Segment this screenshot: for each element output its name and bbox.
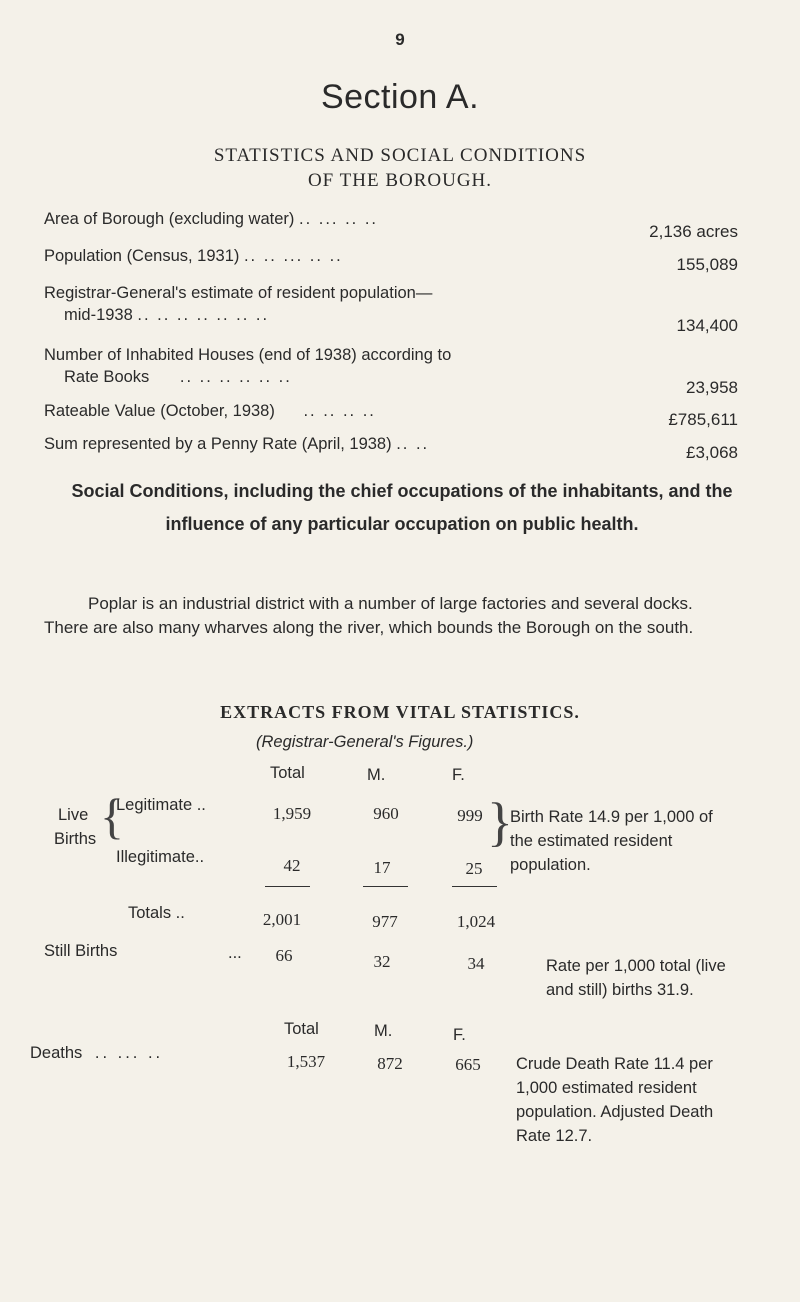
stat-area-label [44,208,378,230]
still-births-label: Still Births [44,942,118,960]
social-conditions-heading: Social Conditions, including the chief occupations of the inhabitants, and the influence of any particular occupation on public health. [71,481,733,534]
leader-dots: .. ... .. .. [298,210,378,228]
vital-statistics-title: EXTRACTS FROM VITAL STATISTICS. [220,702,580,722]
stat-houses-value: 23,958 [686,378,738,397]
stat-label-text: Area of Borough (excluding water) [44,210,295,228]
stat-label-text: Sum represented by a Penny Rate (April, 1938) [44,435,392,453]
leader-dots: .. ... .. [94,1044,164,1062]
stat-area-value: 2,136 acres [649,222,738,241]
live-births-label-line2: Births [54,830,97,848]
stat-estimate-value: 134,400 [676,316,738,335]
leader-dots: .. .. .. .. .. .. .. [137,306,270,324]
deaths-f: 665 [455,1055,481,1074]
divider [363,886,408,887]
stat-population-label [44,245,343,267]
statistics-heading-line1: STATISTICS AND SOCIAL CONDITIONS [213,145,587,166]
stat-penny-rate-value: £3,068 [686,443,738,462]
right-brace-icon: } [487,792,513,852]
statistics-heading-line2: OF THE BOROUGH. [307,170,493,191]
stat-rateable-value: £785,611 [668,410,738,429]
birth-rate-note: Birth Rate 14.9 per 1,000 of the estimated resident population. [510,808,713,874]
live-births-label-line1: Live [58,806,89,824]
section-title: Section A. [320,78,480,116]
totals-total: 2,001 [262,910,302,929]
stat-label-text: Registrar-General's estimate of resident population— [44,284,433,302]
totals-f: 1,024 [456,912,496,931]
legitimate-f: 999 [457,806,483,825]
col-header-total: Total [270,764,305,782]
divider [265,886,310,887]
deaths-m: 872 [377,1054,403,1073]
stat-label-text: Population (Census, 1931) [44,247,240,265]
col-header-f: F. [452,766,465,784]
left-brace-icon: { [100,788,124,844]
stat-penny-rate-label [44,433,429,455]
legitimate-m: 960 [373,804,399,823]
leader-dots: .. .. .. .. .. .. [179,368,292,386]
still-births-f: 34 [467,954,485,973]
page-number: 9 [395,30,405,49]
stat-label-text: Rateable Value (October, 1938) [44,402,275,420]
deaths-label [30,1044,163,1063]
still-births-total: 66 [275,946,293,965]
legitimate-total: 1,959 [272,804,312,823]
deaths-total: 1,537 [286,1052,326,1071]
deaths-col-header-total: Total [284,1020,319,1038]
social-conditions-paragraph: Poplar is an industrial district with a number of large factories and several docks. There are also many wharves along the river, which bounds the Borough on the south. [44,594,694,637]
death-rate-note: Crude Death Rate 11.4 per 1,000 estimated resident population. Adjusted Death Rate 12.7. [516,1055,714,1145]
stat-population-value: 155,089 [676,255,738,274]
legitimate-label: Legitimate .. [116,796,206,814]
deaths-label-text: Deaths [30,1044,83,1062]
stat-label-text: Number of Inhabited Houses (end of 1938) according to [44,346,452,364]
leader-dots: .. .. ... .. .. [243,247,343,265]
divider [452,886,497,887]
leader-dots: .. .. .. .. [303,402,376,420]
stat-estimate-label [44,282,432,326]
leader-dots: ... [228,944,242,962]
leader-dots: .. .. [396,435,430,453]
col-header-m: M. [367,766,386,784]
still-births-rate-note: Rate per 1,000 total (live and still) births 31.9. [546,957,726,999]
illegitimate-f: 25 [465,859,483,878]
stat-label-text: Rate Books [64,368,150,386]
totals-label: Totals .. [128,904,185,922]
totals-m: 977 [372,912,398,931]
still-births-m: 32 [373,952,391,971]
deaths-col-header-f: F. [453,1026,466,1044]
vital-statistics-source: (Registrar-General's Figures.) [256,733,474,751]
deaths-col-header-m: M. [374,1022,393,1040]
illegitimate-label: Illegitimate.. [116,848,205,866]
stat-houses-label [44,344,451,388]
illegitimate-total: 42 [283,856,301,875]
stat-rateable-label [44,400,376,422]
illegitimate-m: 17 [373,858,391,877]
stat-label-text: mid-1938 [64,306,133,324]
